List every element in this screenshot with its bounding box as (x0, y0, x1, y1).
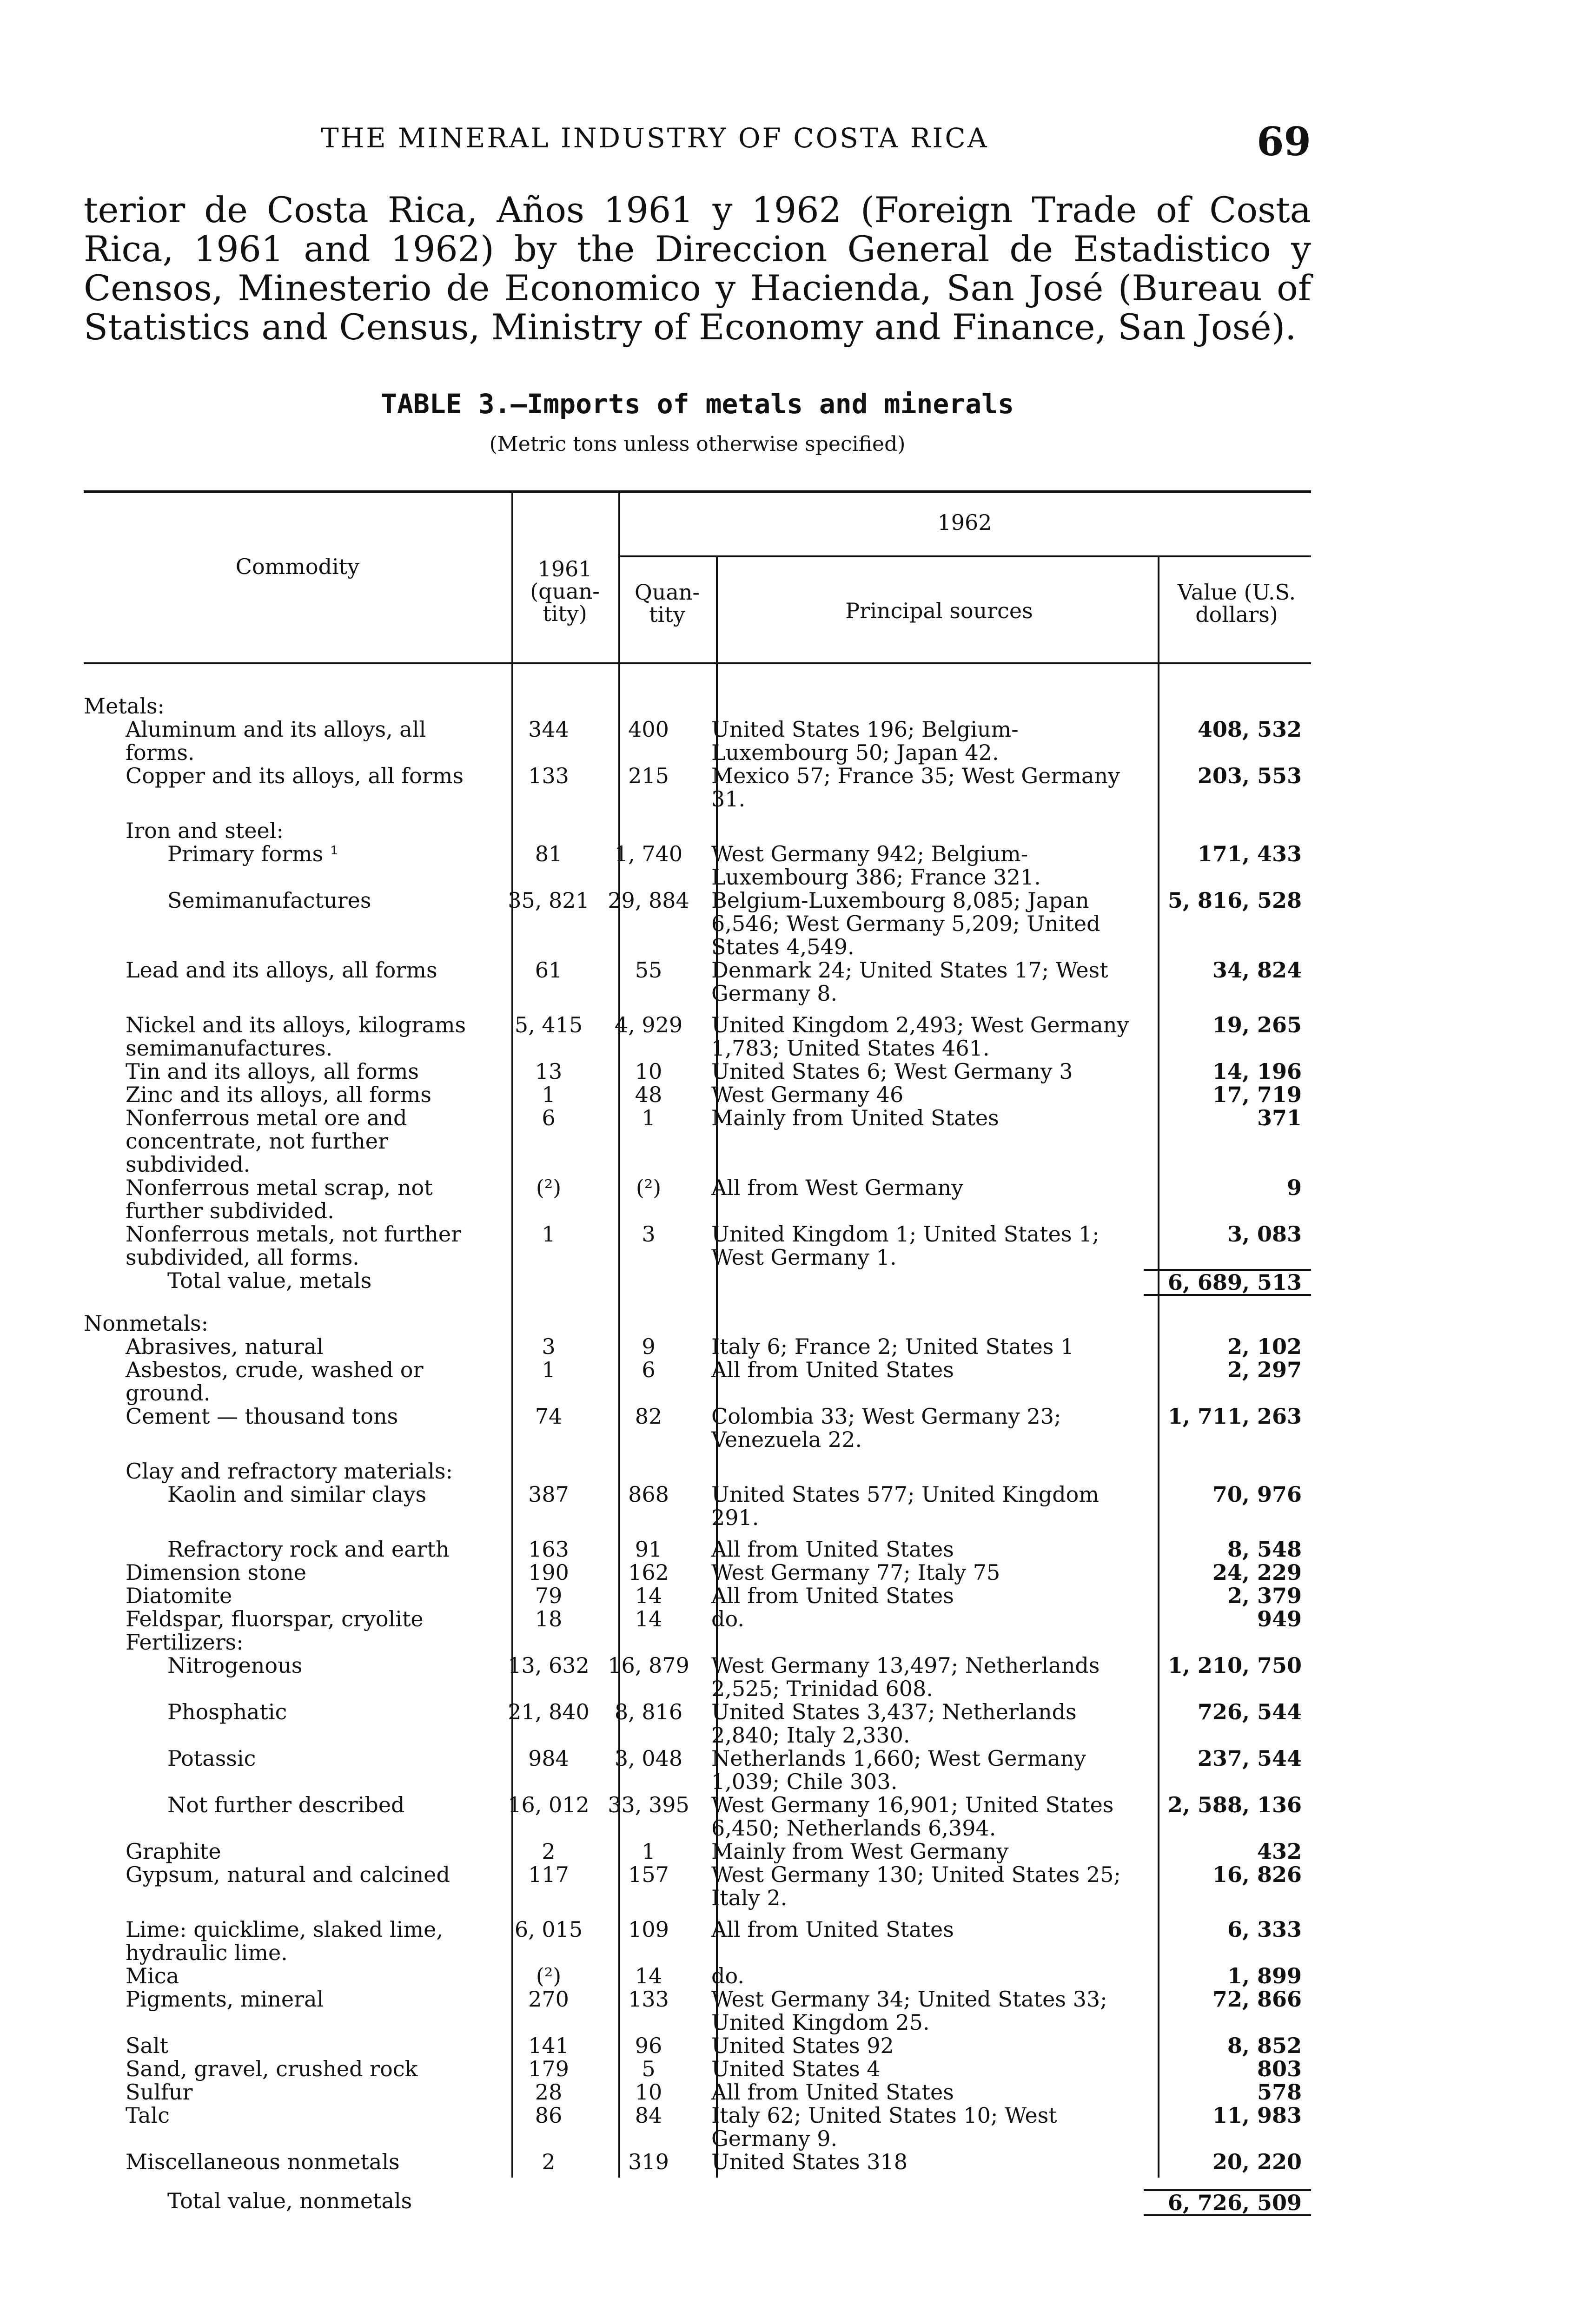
value-cell: 2, 102 (1227, 1334, 1302, 1359)
quantity-1962-cell: 84 (635, 2103, 662, 2128)
quantity-1961-cell: 1 (542, 1221, 556, 1247)
sources-cell: United States 6; West Germany 3 (711, 1059, 1073, 1084)
value-cell: 2, 588, 136 (1167, 1792, 1302, 1817)
sources-cell: All from United States (711, 2080, 954, 2105)
table-row (84, 1335, 1311, 1358)
quantity-1962-cell: 10 (635, 1059, 662, 1084)
table-row (84, 1459, 1311, 1483)
value-cell: 6, 333 (1227, 1917, 1302, 1942)
quantity-1961-cell: 163 (528, 1537, 569, 1562)
intro-paragraph: terior de Costa Rica, Años 1961 y 1962 (Foreign Trade of Costa Rica, 1961 and 1962) by the Direccion General de Estadistico y Censos, Minesterio de Economico y Hacienda, San José (Bureau of Statistics and Census, Ministry of Economy and Finance, San José). (84, 189, 1311, 348)
commodity-cell: Pigments, mineral (126, 1987, 324, 2012)
quantity-1962-cell: 319 (628, 2149, 669, 2174)
sources-cell: West Germany 34; United States 33; United Kingdom 25. (711, 1987, 1107, 2035)
quantity-1962-cell: 215 (628, 763, 669, 788)
sources-cell: United Kingdom 2,493; West Germany 1,783; United States 461. (711, 1012, 1129, 1061)
quantity-1962-cell: 400 (628, 717, 669, 742)
table-row (84, 1561, 1311, 1584)
quantity-1962-cell (600, 1269, 697, 1296)
table-row (84, 1060, 1311, 1083)
sources-cell: West Germany 77; Italy 75 (711, 1560, 1000, 1585)
quantity-1961-cell: 86 (535, 2103, 563, 2128)
quantity-1961-cell (497, 1269, 600, 1296)
sources-cell: West Germany 13,497; Netherlands 2,525; Trinidad 608. (711, 1653, 1100, 1701)
header-1961: 1961 (quan- tity) (530, 556, 600, 626)
value-cell: 8, 852 (1227, 2033, 1302, 2058)
page-header (84, 119, 1311, 170)
commodity-cell: Mica (126, 1963, 179, 1988)
commodity-cell: Salt (126, 2033, 169, 2058)
quantity-1961-cell (497, 1459, 600, 1483)
table-title: TABLE 3.—Imports of metals and minerals (381, 388, 1014, 420)
quantity-1962-cell: 55 (635, 957, 662, 983)
value-cell: 20, 220 (1212, 2149, 1302, 2174)
quantity-1961-cell: 61 (535, 957, 563, 983)
sources-cell: West Germany 16,901; United States 6,450; Netherlands 6,394. (711, 1792, 1114, 1841)
commodity-cell: Asbestos, crude, washed or ground. (126, 1357, 424, 1406)
table-row (84, 889, 1311, 958)
quantity-1962-cell (600, 819, 697, 842)
table-row (84, 694, 1311, 718)
sources-cell: Mexico 57; France 35; West Germany 31. (711, 763, 1120, 812)
sources-cell: do. (711, 1963, 744, 1988)
value-cell: 2, 297 (1227, 1357, 1302, 1382)
quantity-1962-cell (600, 694, 697, 718)
commodity-cell: Phosphatic (167, 1699, 287, 1724)
quantity-1962-cell: 1, 740 (614, 841, 683, 866)
sources-cell: United States 4 (711, 2056, 881, 2081)
table-row (84, 1918, 1311, 1964)
quantity-1961-cell: 190 (528, 1560, 569, 1585)
quantity-1962-cell: 9 (642, 1334, 656, 1359)
quantity-1962-cell: 8, 816 (614, 1699, 683, 1724)
commodity-cell: Lime: quicklime, slaked lime, hydraulic lime. (126, 1917, 443, 1965)
quantity-1962-cell: 3, 048 (614, 1746, 683, 1771)
commodity-cell: Feldspar, fluorspar, cryolite (126, 1606, 424, 1631)
commodity-cell: Graphite (126, 1839, 221, 1864)
value-cell: 432 (1257, 1839, 1302, 1864)
commodity-cell: Clay and refractory materials: (126, 1459, 453, 1484)
quantity-1961-cell: 141 (528, 2033, 569, 2058)
quantity-1962-cell: 109 (628, 1917, 669, 1942)
value-cell: 5, 816, 528 (1167, 888, 1302, 913)
quantity-1962-cell: 1 (642, 1105, 656, 1130)
quantity-1962-cell: 4, 929 (614, 1012, 683, 1037)
sources-cell: United States 92 (711, 2033, 894, 2058)
quantity-1962-cell: 3 (642, 1221, 656, 1247)
table-row (84, 842, 1311, 889)
table-row (84, 1358, 1311, 1405)
table-row (84, 1863, 1311, 1909)
quantity-1961-cell: 5, 415 (514, 1012, 583, 1037)
value-cell: 237, 544 (1197, 1746, 1302, 1771)
quantity-1961-cell: 387 (528, 1482, 569, 1507)
quantity-1961-cell: 2 (542, 1839, 556, 1864)
value-cell: 726, 544 (1197, 1699, 1302, 1724)
value-cell: 6, 689, 513 (1144, 1269, 1311, 1296)
quantity-1962-cell: 157 (628, 1862, 669, 1887)
commodity-cell: Dimension stone (126, 1560, 306, 1585)
commodity-cell: Nickel and its alloys, kilograms semimanufactures. (126, 1012, 466, 1061)
quantity-1962-cell: 48 (635, 1082, 662, 1107)
quantity-1961-cell: 179 (528, 2056, 569, 2081)
header-year-rule (618, 555, 1311, 557)
commodity-cell: Total value, metals (167, 1268, 372, 1293)
value-cell: 70, 976 (1212, 1482, 1302, 1507)
table-row (84, 819, 1311, 842)
sources-cell: Italy 62; United States 10; West Germany 9. (711, 2103, 1057, 2151)
quantity-1961-cell: 6 (542, 1105, 556, 1130)
quantity-1961-cell: (²) (536, 1963, 562, 1988)
commodity-cell: Lead and its alloys, all forms (126, 957, 437, 983)
table-total-row (84, 1269, 1311, 1296)
value-cell: 14, 196 (1212, 1059, 1302, 1084)
quantity-1961-cell: 133 (528, 763, 569, 788)
quantity-1961-cell: 35, 821 (508, 888, 590, 913)
sources-cell: Netherlands 1,660; West Germany 1,039; Chile 303. (711, 1746, 1086, 1794)
quantity-1961-cell: 6, 015 (514, 1917, 583, 1942)
sources-cell (697, 2189, 1144, 2216)
commodity-cell: Nonferrous metal ore and concentrate, not further subdivided. (126, 1105, 407, 1177)
value-cell: 24, 229 (1212, 1560, 1302, 1585)
table-subtitle: (Metric tons unless otherwise specified) (489, 432, 906, 456)
quantity-1962-cell: 91 (635, 1537, 662, 1562)
quantity-1961-cell: (²) (536, 1175, 562, 1200)
quantity-1961-cell: 16, 012 (508, 1792, 590, 1817)
sources-cell: Denmark 24; United States 17; West Germany 8. (711, 957, 1108, 1006)
commodity-cell: Diatomite (126, 1583, 232, 1608)
quantity-1961-cell (497, 819, 600, 842)
quantity-1961-cell: 74 (535, 1404, 563, 1429)
sources-cell: do. (711, 1606, 744, 1631)
sources-cell (697, 1269, 1144, 1296)
quantity-1962-cell (600, 2189, 697, 2216)
table-row (84, 2057, 1311, 2080)
sources-cell: All from United States (711, 1917, 954, 1942)
commodity-cell: Total value, nonmetals (167, 2188, 412, 2213)
quantity-1962-cell (600, 1312, 697, 1335)
commodity-cell: Copper and its alloys, all forms (126, 763, 464, 788)
commodity-cell: Nonmetals: (84, 1311, 209, 1336)
table-row (84, 1607, 1311, 1631)
quantity-1962-cell: 162 (628, 1560, 669, 1585)
value-cell: 949 (1257, 1606, 1302, 1631)
quantity-1962-cell: 868 (628, 1482, 669, 1507)
quantity-1962-cell: 1 (642, 1839, 656, 1864)
quantity-1962-cell: 5 (642, 2056, 656, 2081)
quantity-1961-cell (497, 1312, 600, 1335)
value-cell: 17, 719 (1212, 1082, 1302, 1107)
header-value: Value (U.S. dollars) (1177, 580, 1296, 627)
value-cell: 203, 553 (1197, 763, 1302, 788)
commodity-cell: Sand, gravel, crushed rock (126, 2056, 418, 2081)
quantity-1962-cell: 14 (635, 1963, 662, 1988)
sources-cell: All from West Germany (711, 1175, 964, 1200)
table-row (84, 718, 1311, 764)
quantity-1961-cell (497, 1631, 600, 1654)
sources-cell: United States 196; Belgium-Luxembourg 50; Japan 42. (711, 717, 1019, 765)
table-row (84, 2034, 1311, 2057)
table-row (84, 1106, 1311, 1176)
table-row (84, 1013, 1311, 1060)
sources-cell (697, 819, 1144, 842)
sources-cell: Mainly from United States (711, 1105, 999, 1130)
commodity-cell: Iron and steel: (126, 818, 284, 843)
commodity-cell: Miscellaneous nonmetals (126, 2149, 400, 2174)
commodity-cell: Nonferrous metals, not further subdivided, all forms. (126, 1221, 462, 1270)
quantity-1961-cell: 117 (528, 1862, 569, 1887)
quantity-1962-cell: (²) (636, 1175, 662, 1200)
commodity-cell: Cement — thousand tons (126, 1404, 398, 1429)
quantity-1962-cell: 16, 879 (608, 1653, 689, 1678)
table-row (84, 2104, 1311, 2150)
commodity-cell: Refractory rock and earth (167, 1537, 450, 1562)
value-cell (1144, 1631, 1311, 1654)
value-cell: 171, 433 (1197, 841, 1302, 866)
sources-cell: United States 3,437; Netherlands 2,840; Italy 2,330. (711, 1699, 1077, 1748)
quantity-1961-cell: 2 (542, 2149, 556, 2174)
sources-cell: Mainly from West Germany (711, 1839, 1009, 1864)
table-row (84, 1840, 1311, 1863)
quantity-1962-cell: 29, 884 (608, 888, 689, 913)
header-bottom-rule (84, 662, 1311, 664)
value-cell (1144, 694, 1311, 718)
table-top-rule (84, 490, 1311, 493)
value-cell: 1, 899 (1227, 1963, 1302, 1988)
value-cell: 2, 379 (1227, 1583, 1302, 1608)
table-row (84, 1176, 1311, 1222)
value-cell: 3, 083 (1227, 1221, 1302, 1247)
sources-cell (697, 694, 1144, 718)
quantity-1962-cell: 96 (635, 2033, 662, 2058)
quantity-1962-cell (600, 1459, 697, 1483)
quantity-1961-cell: 13 (535, 1059, 563, 1084)
table-row (84, 958, 1311, 1005)
commodity-cell: Metals: (84, 693, 165, 719)
table-row (84, 2150, 1311, 2173)
commodity-cell: Nitrogenous (167, 1653, 303, 1678)
value-cell: 19, 265 (1212, 1012, 1302, 1037)
quantity-1962-cell: 82 (635, 1404, 662, 1429)
sources-cell: All from United States (711, 1537, 954, 1562)
value-cell (1144, 1459, 1311, 1483)
table-row (84, 1483, 1311, 1529)
sources-cell: United Kingdom 1; United States 1; West Germany 1. (711, 1221, 1100, 1270)
quantity-1962-cell: 33, 395 (608, 1792, 689, 1817)
quantity-1961-cell: 13, 632 (508, 1653, 590, 1678)
quantity-1961-cell: 18 (535, 1606, 563, 1631)
table-row (84, 1747, 1311, 1793)
quantity-1962-cell: 10 (635, 2080, 662, 2105)
sources-cell: Colombia 33; West Germany 23; Venezuela 22. (711, 1404, 1061, 1452)
sources-cell (697, 1631, 1144, 1654)
commodity-cell: Kaolin and similar clays (167, 1482, 427, 1507)
value-cell: 6, 726, 509 (1144, 2189, 1311, 2216)
table-row (84, 1793, 1311, 1840)
table-row (84, 2080, 1311, 2104)
value-cell: 578 (1257, 2080, 1302, 2105)
commodity-cell: Sulfur (126, 2080, 193, 2105)
quantity-1962-cell: 133 (628, 1987, 669, 2012)
quantity-1961-cell: 1 (542, 1357, 556, 1382)
table-row (84, 1083, 1311, 1106)
table-row (84, 1631, 1311, 1654)
commodity-cell: Zinc and its alloys, all forms (126, 1082, 432, 1107)
commodity-cell: Tin and its alloys, all forms (126, 1059, 419, 1084)
quantity-1962-cell: 6 (642, 1357, 656, 1382)
quantity-1961-cell: 270 (528, 1987, 569, 2012)
value-cell: 34, 824 (1212, 957, 1302, 983)
value-cell (1144, 819, 1311, 842)
quantity-1962-cell: 14 (635, 1606, 662, 1631)
commodity-cell: Not further described (167, 1792, 405, 1817)
value-cell: 803 (1257, 2056, 1302, 2081)
quantity-1962-cell: 14 (635, 1583, 662, 1608)
quantity-1961-cell: 21, 840 (508, 1699, 590, 1724)
sources-cell: United States 318 (711, 2149, 908, 2174)
commodity-cell: Abrasives, natural (126, 1334, 324, 1359)
sources-cell: Italy 6; France 2; United States 1 (711, 1334, 1074, 1359)
table-row (84, 1312, 1311, 1335)
sources-cell: All from United States (711, 1357, 954, 1382)
commodity-cell: Potassic (167, 1746, 256, 1771)
commodity-cell: Semimanufactures (167, 888, 371, 913)
header-quantity: Quan- tity (635, 580, 700, 627)
value-cell: 408, 532 (1197, 717, 1302, 742)
table-row (84, 1700, 1311, 1747)
table-row (84, 1405, 1311, 1451)
value-cell: 11, 983 (1212, 2103, 1302, 2128)
value-cell: 1, 711, 263 (1167, 1404, 1302, 1429)
quantity-1961-cell: 344 (528, 717, 569, 742)
sources-cell: West Germany 130; United States 25; Italy 2. (711, 1862, 1121, 1910)
value-cell: 72, 866 (1212, 1987, 1302, 2012)
value-cell: 8, 548 (1227, 1537, 1302, 1562)
value-cell: 1, 210, 750 (1167, 1653, 1302, 1678)
table-body (84, 679, 1311, 2216)
commodity-cell: Aluminum and its alloys, all forms. (126, 717, 426, 765)
commodity-cell: Primary forms ¹ (167, 841, 339, 866)
sources-cell: United States 577; United Kingdom 291. (711, 1482, 1099, 1530)
quantity-1961-cell: 81 (535, 841, 563, 866)
table-row (84, 764, 1311, 811)
value-cell: 371 (1257, 1105, 1302, 1130)
header-sources: Principal sources (845, 598, 1033, 623)
table-row (84, 1538, 1311, 1561)
header-commodity: Commodity (235, 554, 360, 579)
sources-cell: Belgium-Luxembourg 8,085; Japan 6,546; West Germany 5,209; United States 4,549. (711, 888, 1100, 959)
value-cell: 16, 826 (1212, 1862, 1302, 1887)
quantity-1961-cell: 984 (528, 1746, 569, 1771)
sources-cell: West Germany 46 (711, 1082, 904, 1107)
commodity-cell: Fertilizers: (126, 1630, 244, 1655)
quantity-1961-cell: 3 (542, 1334, 556, 1359)
value-cell (1144, 1312, 1311, 1335)
commodity-cell: Talc (126, 2103, 170, 2128)
table-row (84, 1654, 1311, 1700)
value-cell: 9 (1286, 1175, 1302, 1200)
table-total-row (84, 2189, 1311, 2216)
commodity-cell: Gypsum, natural and calcined (126, 1862, 450, 1887)
sources-cell (697, 1312, 1144, 1335)
commodity-cell: Nonferrous metal scrap, not further subdivided. (126, 1175, 433, 1223)
sources-cell: West Germany 942; Belgium-Luxembourg 386; France 321. (711, 841, 1041, 890)
table-row (84, 1222, 1311, 1269)
quantity-1962-cell (600, 1631, 697, 1654)
table-row (84, 1584, 1311, 1607)
table-row (84, 1987, 1311, 2034)
running-title: THE MINERAL INDUSTRY OF COSTA RICA (321, 122, 989, 154)
quantity-1961-cell: 1 (542, 1082, 556, 1107)
quantity-1961-cell: 79 (535, 1583, 563, 1608)
quantity-1961-cell (497, 694, 600, 718)
quantity-1961-cell (497, 2189, 600, 2216)
table-row (84, 1964, 1311, 1987)
page-number: 69 (1257, 119, 1311, 165)
quantity-1961-cell: 28 (535, 2080, 563, 2105)
sources-cell (697, 1459, 1144, 1483)
header-1962: 1962 (937, 510, 992, 535)
sources-cell: All from United States (711, 1583, 954, 1608)
